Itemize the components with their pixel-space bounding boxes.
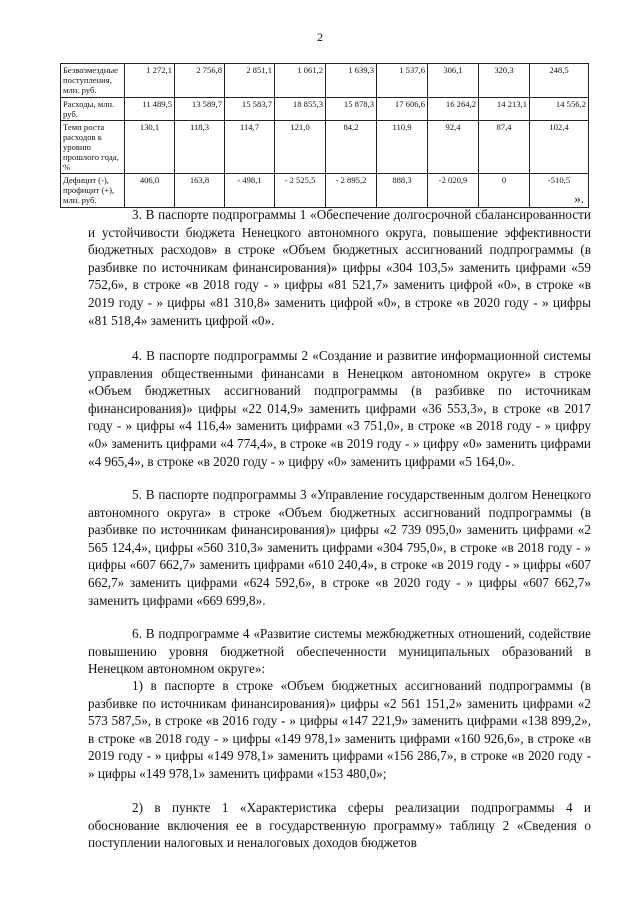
page-number: 2 — [317, 30, 323, 44]
closing-quote: ». — [574, 191, 584, 206]
table-cell: 1 061,2 — [275, 64, 326, 98]
table-cell: 14 556,2 — [530, 98, 589, 121]
paragraph: 1) в паспорте в строке «Объем бюджетных ассигнований подпрограммы (в разбивке по источникам финансирования)» цифры «2 561 151,2» заменить цифрами «2 573 587,5», в строке «в 2016 году - » цифры «147 221,9» заменить цифрами «138 899,2», в строке «в 2018 году - » цифры «149 978,1» заменить цифрами «160 926,6», в строке «в 2019 году - » цифры «149 978,1» заменить цифрами «156 286,7», в строке «в 2020 году - » цифры «149 978,1» заменить цифрами «153 480,0»; — [88, 678, 591, 781]
table-row — [61, 174, 589, 208]
table-cell: 11 489,5 — [125, 98, 175, 121]
amendment-item-6 — [88, 625, 591, 678]
amendment-item-6-1 — [88, 677, 591, 783]
table-cell: 2 756,8 — [175, 64, 225, 98]
table-cell: 1 537,6 — [377, 64, 428, 98]
row-label: Темп роста расходов к уровню прошлого года, % — [61, 121, 125, 174]
paragraph: 3. В паспорте подпрограммы 1 «Обеспечение долгосрочной сбалансированности и устойчивости бюджета Ненецкого автономного округа, повышение эффективности бюджетных расходов» в строке «Объем бюджетных ассигнований подпрограммы (в разбивке по источникам финансирования)» цифры «304 103,5» заменить цифрами «59 752,6», в строке «в 2018 году - » цифры «81 521,7» заменить цифрой «0», в строке «в 2019 году - » цифры «81 310,8» заменить цифрой «0», в строке «в 2020 году - » цифры «81 518,4» заменить цифрой «0». — [88, 207, 591, 328]
table-cell: 320,3 — [479, 64, 530, 98]
table-row — [61, 64, 589, 98]
table-cell: 118,3 — [175, 121, 225, 174]
paragraph: 5. В паспорте подпрограммы 3 «Управление государственным долгом Ненецкого автономного округа» в строке «Объем бюджетных ассигнований подпрограммы (в разбивке по источникам финансирования)» цифры «2 739 095,0» заменить цифрами «2 565 124,4», цифры «560 310,3» заменить цифрами «304 795,0», в строке «в 2018 году - » цифры «607 662,7» заменить цифрами «610 240,4», в строке «в 2019 году - » цифры «607 662,7» заменить цифрами «624 592,6», в строке «в 2020 году - » цифры «607 662,7» заменить цифрами «669 699,8». — [88, 487, 591, 608]
table-cell: 92,4 — [428, 121, 479, 174]
table-cell: 0 — [479, 174, 530, 208]
table-cell: 163,8 — [175, 174, 225, 208]
table-cell: 102,4 — [530, 121, 589, 174]
table-cell: 15 878,3 — [326, 98, 377, 121]
paragraph: 6. В подпрограмме 4 «Развитие системы межбюджетных отношений, содействие повышению уровня бюджетной обеспеченности муниципальных образований в Ненецком автономном округе»: — [88, 626, 591, 677]
table-cell: 16 264,2 — [428, 98, 479, 121]
row-label: Расходы, млн. руб. — [61, 98, 125, 121]
table-cell: 406,0 — [125, 174, 175, 208]
table-cell: 2 851,1 — [225, 64, 275, 98]
table-cell: 17 606,6 — [377, 98, 428, 121]
table-cell: 121,0 — [275, 121, 326, 174]
table-cell: 18 855,3 — [275, 98, 326, 121]
amendment-item-6-2 — [88, 799, 591, 852]
row-label: Дефицит (-), профицит (+), млн. руб. — [61, 174, 125, 208]
paragraph: 2) в пункте 1 «Характеристика сферы реализации подпрограммы 4 и обоснование включения ее в государственную программу» таблицу 2 «Сведения о поступлении налоговых и неналоговых доходов бюджетов — [88, 800, 591, 851]
table-cell: 306,1 — [428, 64, 479, 98]
amendment-item-5 — [88, 486, 591, 609]
table-cell: 13 589,7 — [175, 98, 225, 121]
table-cell: 248,5 — [530, 64, 589, 98]
budget-table — [60, 63, 589, 208]
table-row — [61, 98, 589, 121]
row-label: Безвозмездные поступления, млн. руб. — [61, 64, 125, 98]
table-cell: - 2 525,5 — [275, 174, 326, 208]
table-cell: - 2 895,2 — [326, 174, 377, 208]
table-cell: 114,7 — [225, 121, 275, 174]
table-cell: 87,4 — [479, 121, 530, 174]
table-cell: 84,2 — [326, 121, 377, 174]
table-cell: 110,9 — [377, 121, 428, 174]
table-cell: 1 272,1 — [125, 64, 175, 98]
table-cell: 888,3 — [377, 174, 428, 208]
table-cell: -510,5 — [530, 174, 589, 208]
paragraph: 4. В паспорте подпрограммы 2 «Создание и развитие информационной системы управления общественными финансами в Ненецком автономном округе» в строке «Объем бюджетных ассигнований подпрограммы (в разбивке по источникам финансирования)» цифры «22 014,9» заменить цифрами «36 553,3», в строке «в 2017 году - » цифры «4 116,4» заменить цифрами «3 751,0», в строке «в 2018 году - » цифру «0» заменить цифрами «4 774,4», в строке «в 2019 году - » цифру «0» заменить цифрами «4 965,4», в строке «в 2020 году - » цифру «0» заменить цифрами «5 164,0». — [88, 348, 591, 469]
amendment-item-3 — [88, 206, 591, 329]
amendment-item-4 — [88, 347, 591, 470]
table-cell: 14 213,1 — [479, 98, 530, 121]
table-cell: 15 583,7 — [225, 98, 275, 121]
table-cell: -2 020,9 — [428, 174, 479, 208]
table-cell: 130,1 — [125, 121, 175, 174]
table-cell: - 498,1 — [225, 174, 275, 208]
table-row — [61, 121, 589, 174]
table-cell: 1 639,3 — [326, 64, 377, 98]
